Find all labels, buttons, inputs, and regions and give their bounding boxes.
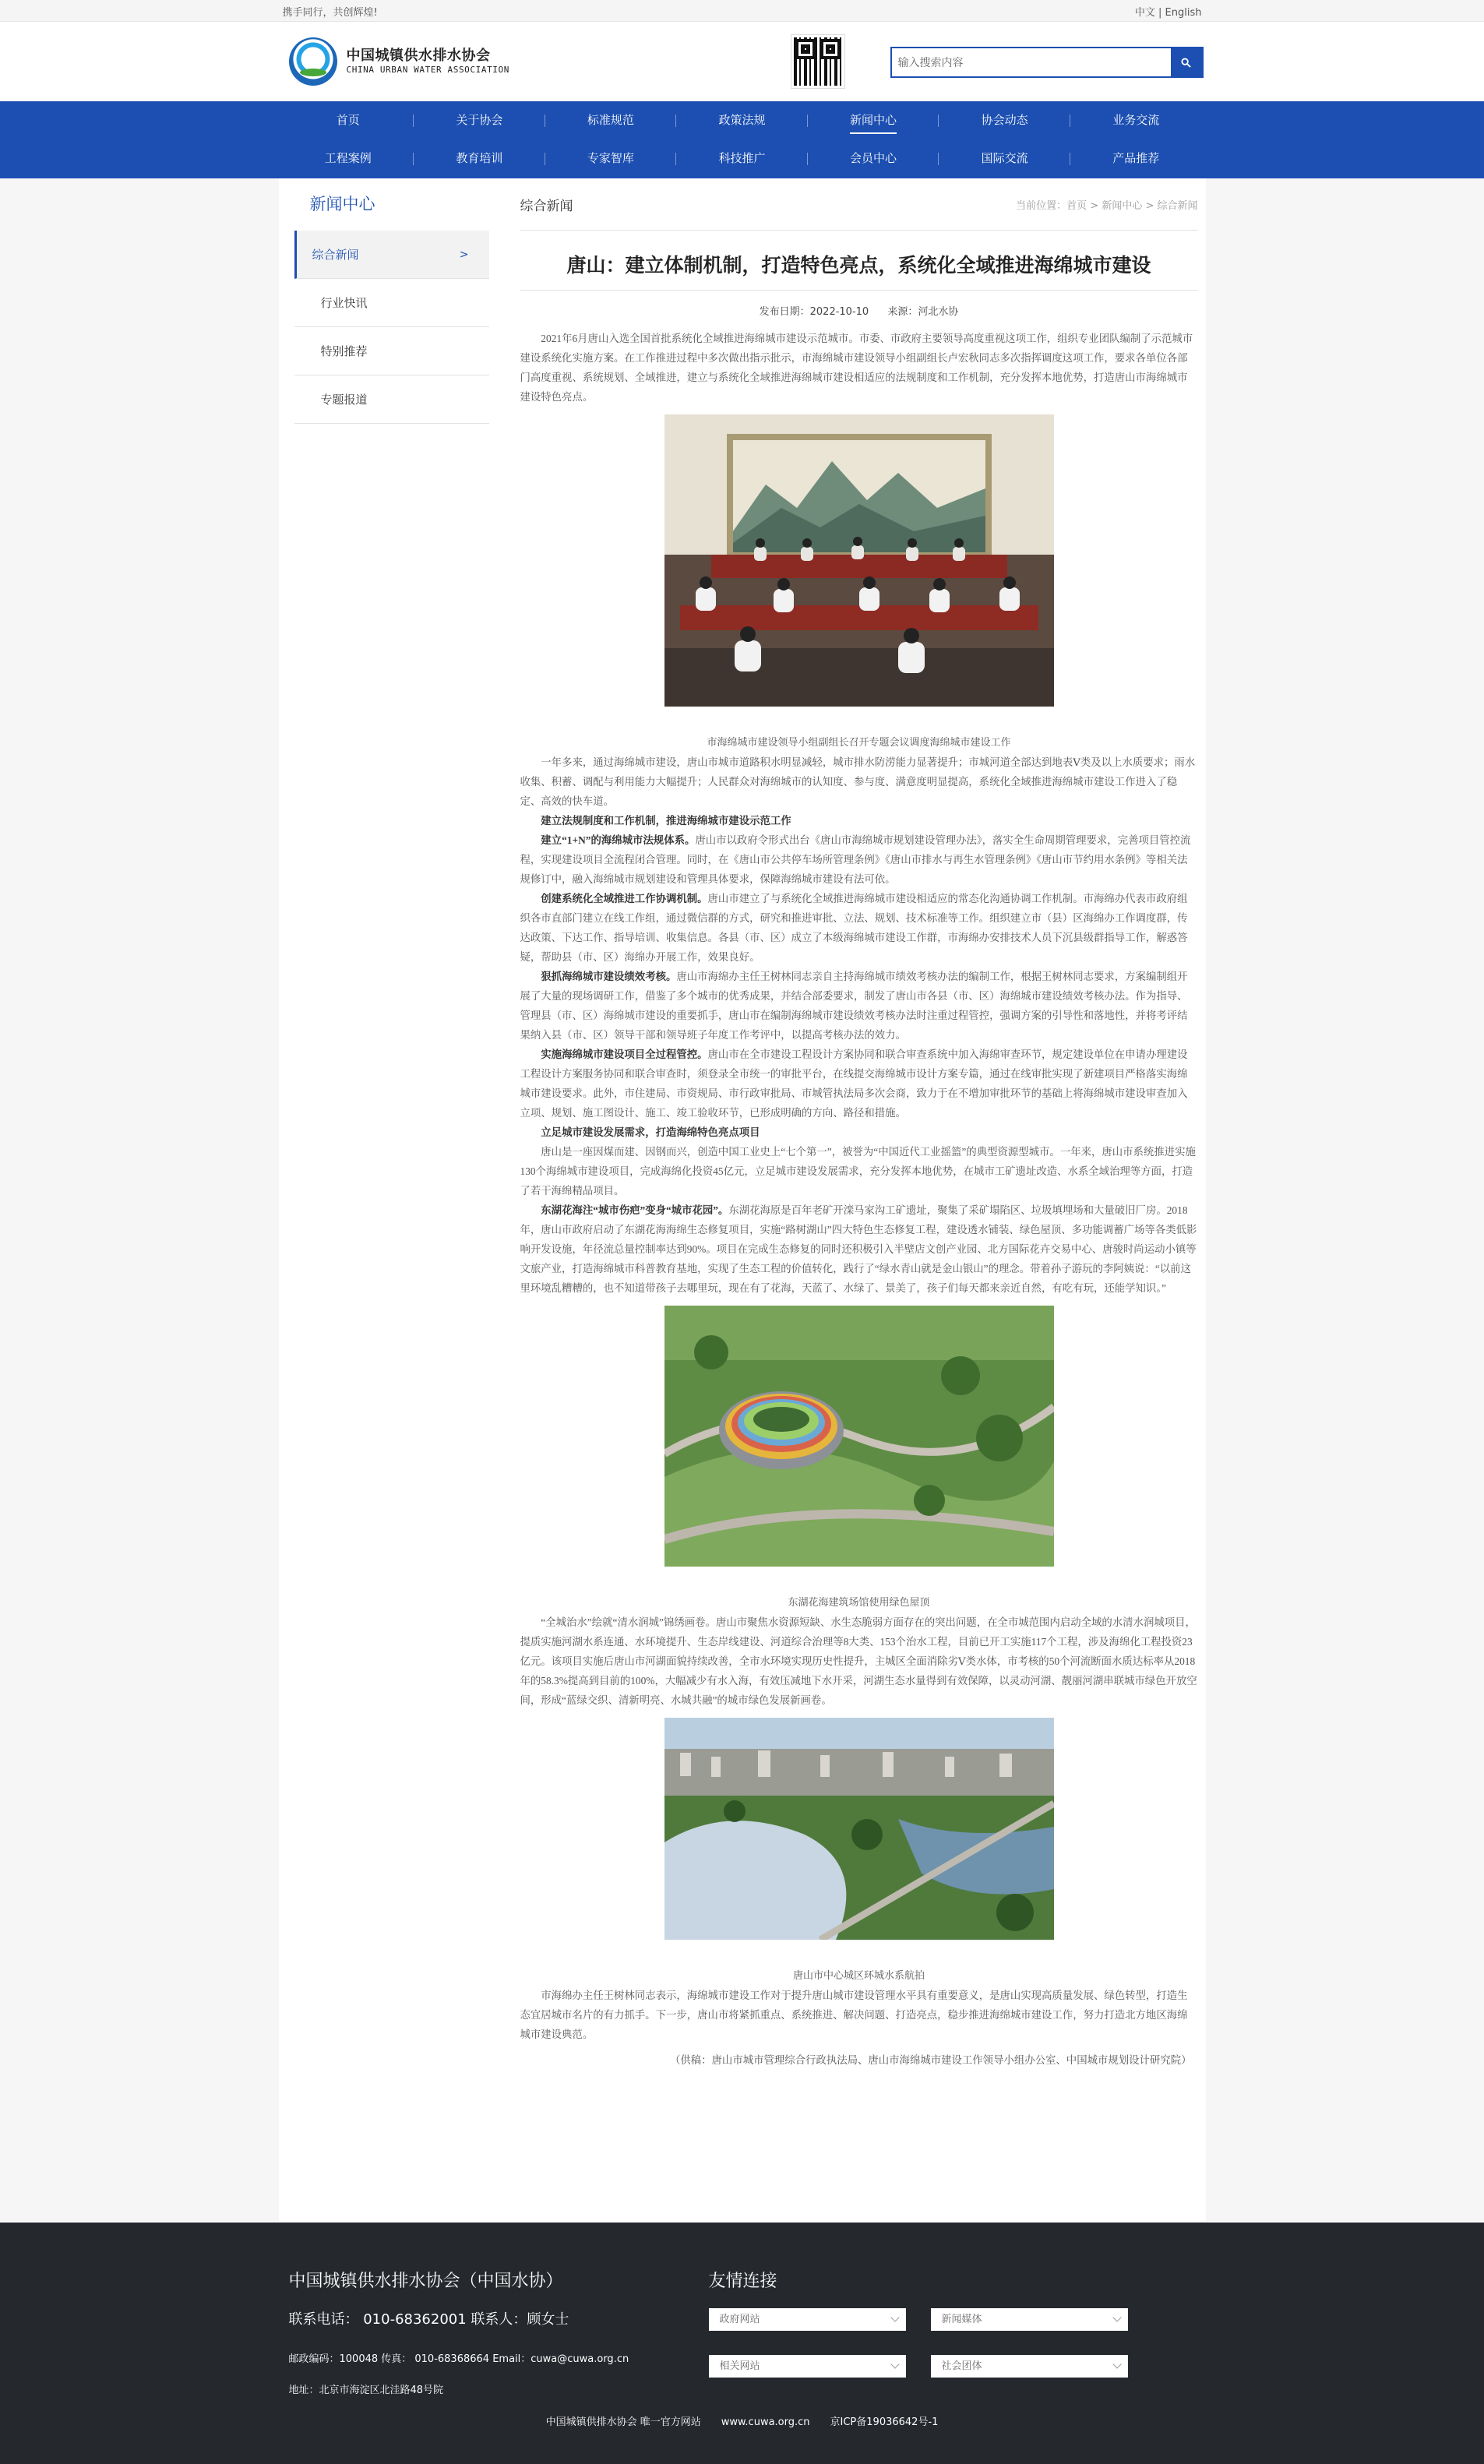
source-note: （供稿：唐山市城市管理综合行政执法局、唐山市海绵城市建设工作领导小组办公室、中国城市规划设计研究院）: [669, 2054, 1192, 2066]
main-content: [279, 178, 1206, 2221]
nav-item[interactable]: 首页: [283, 101, 414, 139]
image-caption: 市海绵城市建设领导小组副组长召开专题会议调度海绵城市建设工作: [707, 736, 1011, 748]
footer-post: 邮政编码：100048 传真： 010-68368664 Email：cuwa@cuwa.org.cn: [288, 2353, 629, 2365]
logo-title-cn: 中国城镇供水排水协会: [346, 48, 491, 64]
image-caption: 东湖花海建筑场馆使用绿色屋顶: [788, 1596, 930, 1608]
qr-code-icon: [791, 35, 844, 88]
nav-item[interactable]: 科技推广: [676, 139, 808, 178]
sidebar: [294, 178, 489, 424]
language-switch[interactable]: 中文 | English: [1134, 6, 1202, 19]
article-area: [520, 178, 1198, 2070]
friend-links-title: 友情连接: [708, 2272, 777, 2291]
article-source: 来源：河北水协: [887, 306, 959, 318]
nav-item[interactable]: 协会动态: [939, 101, 1070, 139]
nav-row-2: [283, 139, 1202, 178]
paragraph: 2021年6月唐山入选全国首批系统化全域推进海绵城市建设示范城市。市委、市政府主要领导高度重视这项工作，组织专业团队编制了示范城市建设系统化实施方案。在工作推进过程中多次做出指示批示，市海绵城市建设领导小组副组长卢宏秋同志多次指挥调度这项工作，要求各单位各部门高度重视、系统规划、全域推进，建立与系统化全域推进海绵城市建设相适应的法规制度和工作机制，充分发挥本地优势，打造唐山市海绵城市建设特色亮点。: [520, 333, 1193, 403]
select-social-groups[interactable]: 社会团体: [931, 2355, 1128, 2378]
subheading: 建立法规制度和工作机制，推进海绵城市建设示范工作: [541, 815, 791, 827]
search-box: [890, 47, 1204, 78]
section-title: 综合新闻: [520, 198, 573, 214]
site-logo[interactable]: [289, 37, 509, 86]
footer-tel: 联系电话： 010-68362001 联系人：顾女士: [288, 2311, 569, 2328]
paragraph: 一年多来，通过海绵城市建设，唐山市城市道路积水明显减轻，城市排水防涝能力显著提升；市城河道全部达到地表Ⅴ类及以上水质要求；雨水收集、积蓄、调配与利用能力大幅提升；人民群众对海绵城市的认知度、参与度、满意度明显提高，系统化全域推进海绵城市建设工作进入了稳定、高效的快车道。: [520, 756, 1196, 807]
select-gov-sites[interactable]: 政府网站: [709, 2308, 906, 2331]
article-body: [520, 329, 1198, 2070]
paragraph: 实施海绵城市建设项目全过程管控。唐山市在全市建设工程设计方案协同和联合审查系统中加入海绵审查环节，规定建设单位在申请办理建设工程设计方案服务协同和联合审查时，须登录全市统一的审批平台，在线提交海绵城市设计方案专篇，通过在线审批实现了新建项目严格落实海绵城市建设要求。此外，市住建局、市资规局、市行政审批局、市城管执法局多次会商，致力于在不增加审批环节的基础上将海绵城市建设审查加入立项、规划、施工图设计、施工、竣工验收环节，已形成明确的方向、路径和措施。: [520, 1049, 1188, 1119]
sidebar-item-industry-news[interactable]: 行业快讯: [294, 279, 489, 327]
sidebar-item-general-news[interactable]: 综合新闻 >: [294, 231, 489, 279]
nav-item[interactable]: 教育培训: [414, 139, 545, 178]
nav-item[interactable]: 专家智库: [545, 139, 677, 178]
slogan: 携手同行，共创辉煌!: [282, 6, 378, 19]
nav-item[interactable]: 业务交流: [1112, 113, 1160, 127]
paragraph: 唐山是一座因煤而建、因钢而兴，创造中国工业史上“七个第一”，被誉为“中国近代工业摇篮”的典型资源型城市。一年来，唐山市系统推进实施130个海绵城市建设项目，完成海绵化投资45亿元，立足城市建设发展需求，充分发挥本地优势，在城市工矿遗址改造、水系全域治理等方面，打造了若干海绵精品项目。: [520, 1146, 1196, 1197]
paragraph: 狠抓海绵城市建设绩效考核。唐山市海绵办主任王树林同志亲自主持海绵城市绩效考核办法的编制工作，根据王树林同志要求，方案编制组开展了大量的现场调研工作，借鉴了多个城市的优秀成果，并结合部委要求，制发了唐山市各县（市、区）海绵城市建设绩效考核办法。作为指导、管理县（市、区）海绵城市建设的重要抓手，唐山市在编制海绵城市建设绩效考核办法时注重过程管控，强调方案的引导性和落地性，并将考评结果纳入县（市、区）领导干部和领导班子年度工作考评中，以提高考核办法的效力。: [520, 971, 1188, 1041]
page-background: [0, 178, 1484, 2221]
footer-address: 地址：北京市海淀区北洼路48号院: [288, 2385, 444, 2396]
nav-item-news-active[interactable]: 新闻中心: [808, 101, 939, 139]
nav-item[interactable]: 国际交流: [939, 139, 1070, 178]
footer: [0, 2223, 1484, 2464]
nav-item[interactable]: 标准规范: [545, 101, 677, 139]
chevron-right-icon: >: [459, 249, 469, 261]
sidebar-item-special[interactable]: 专题报道: [294, 375, 489, 424]
breadcrumb-bar: [520, 178, 1198, 231]
sidebar-title: 新闻中心: [309, 195, 375, 213]
copyright: 中国城镇供排水协会 唯一官方网站 www.cuwa.org.cn 京ICP备19036642号-1: [545, 2416, 939, 2428]
select-news-media[interactable]: 新闻媒体: [931, 2308, 1128, 2331]
logo-title-en: CHINA URBAN WATER ASSOCIATION: [346, 65, 509, 75]
nav-item[interactable]: 政策法规: [676, 101, 808, 139]
article-title: 唐山：建立体制机制，打造特色亮点，系统化全域推进海绵城市建设: [520, 250, 1198, 291]
nav-item[interactable]: 会员中心: [808, 139, 939, 178]
sidebar-item-recommend[interactable]: 特别推荐: [294, 327, 489, 375]
breadcrumb[interactable]: 当前位置：首页 > 新闻中心 > 综合新闻: [1016, 199, 1198, 212]
paragraph: 创建系统化全域推进工作协调机制。唐山市建立了与系统化全域推进海绵城市建设相适应的常态化沟通协调工作机制。市海绵办代表市政府组织各市直部门建立在线工作组，通过微信群的方式，研究和推进审批、立法、规划、技术标准等工作。组织建立市（县）区海绵办工作调度群，传达政策、下达工作、指导培训、收集信息。各县（市、区）成立了本级海绵城市建设工作群，市海绵办安排技术人员下沉县级群指导工作，解惑答疑，帮助县（市、区）海绵办开展工作，效果良好。: [520, 893, 1188, 963]
meeting-photo: [664, 414, 1054, 707]
article-meta: [520, 303, 1198, 318]
paragraph: 市海绵办主任王树林同志表示，海绵城市建设工作对于提升唐山城市建设管理水平具有重要意义，是唐山实现高质量发展、绿色转型，打造生态宜居城市名片的有力抓手。下一步，唐山市将紧抓重点、系统推进、解决问题、打造亮点，稳步推进海绵城市建设工作，努力打造北方地区海绵城市建设典范。: [520, 1990, 1188, 2040]
main-nav: [0, 101, 1484, 178]
river-aerial-photo: [664, 1718, 1054, 1940]
footer-org: 中国城镇供水排水协会（中国水协）: [288, 2272, 563, 2291]
nav-row-1: [283, 101, 1202, 139]
search-input[interactable]: [892, 48, 1171, 76]
image-caption: 唐山市中心城区环城水系航拍: [792, 1969, 925, 1981]
select-related-sites[interactable]: 相关网站: [709, 2355, 906, 2378]
cuwa-logo-icon: [289, 37, 337, 86]
nav-item[interactable]: 工程案例: [283, 139, 414, 178]
subheading: 立足城市建设发展需求，打造海绵特色亮点项目: [541, 1126, 760, 1138]
paragraph: 东湖花海注“城市伤疤”变身“城市花园”。东湖花海原是百年老矿开滦马家沟工矿遗址，聚集了采矿塌陷区、垃圾填埋场和大量破旧厂房。2018年，唐山市政府启动了东湖花海海绵生态修复项目，实施“路树湖山”四大特色生态修复工程，建设透水铺装、绿色屋顶、多功能调蓄广场等各类低影响开发设施，年径流总量控制率达到90%。项目在完成生态修复的同时还积极引入半壁店文创产业园、北方国际花卉交易中心、唐骏时尚运动小镇等文旅产业，打造海绵城市科普教育基地，实现了生态工程的价值转化，践行了“绿水青山就是金山银山”的理念。带着孙子游玩的李阿姨说：“以前这里环境乱糟糟的，也不知道带孩子去哪里玩，现在有了花海，天蓝了、水绿了、景美了，孩子们每天都来亲近自然，有吃有玩，还能学知识。”: [520, 1204, 1197, 1294]
park-aerial-photo: [664, 1306, 1054, 1567]
paragraph: 建立“1+N”的海绵城市法规体系。唐山市以政府令形式出台《唐山市海绵城市规划建设管理办法》，落实全生命周期管理要求，完善项目管控流程，实现建设项目全流程闭合管理。同时，在《唐山市公共停车场所管理条例》《唐山市排水与再生水管理条例》《唐山市节约用水条例》等相关法规修订中，融入海绵城市规划建设和管理具体要求，保障海绵城市建设有法可依。: [520, 834, 1191, 885]
top-bar: [0, 0, 1484, 22]
nav-item[interactable]: 产品推荐: [1112, 151, 1160, 165]
nav-item[interactable]: 关于协会: [414, 101, 545, 139]
paragraph: “全城治水”绘就“清水润城”锦绣画卷。唐山市聚焦水资源短缺、水生态脆弱方面存在的突出问题，在全市城范围内启动全域的水清水润城项目，提质实施河湖水系连通、水环境提升、生态岸线建设、河道综合治理等8大类、153个治水工程，目前已开工实施117个工程，涉及海绵化工程投资23亿元。该项目实施后唐山市河湖面貌持续改善，全市水环境实现历史性提升，主城区全面消除劣Ⅴ类水体，市考核的50个河流断面水质达标率从2018年的58.3%提高到目前的100%，大幅减少有水入海，有效压减地下水开采，河湖生态水量得到有效保障，以灵动河湖、靓丽河湖串联城市绿色开放空间，形成“蓝绿交织、清新明亮、水城共融”的城市绿色发展新画卷。: [520, 1616, 1197, 1706]
publish-date: 发布日期：2022-10-10: [759, 306, 869, 318]
search-button[interactable]: [1171, 48, 1202, 76]
search-icon: [1181, 58, 1191, 68]
header: [0, 22, 1484, 101]
